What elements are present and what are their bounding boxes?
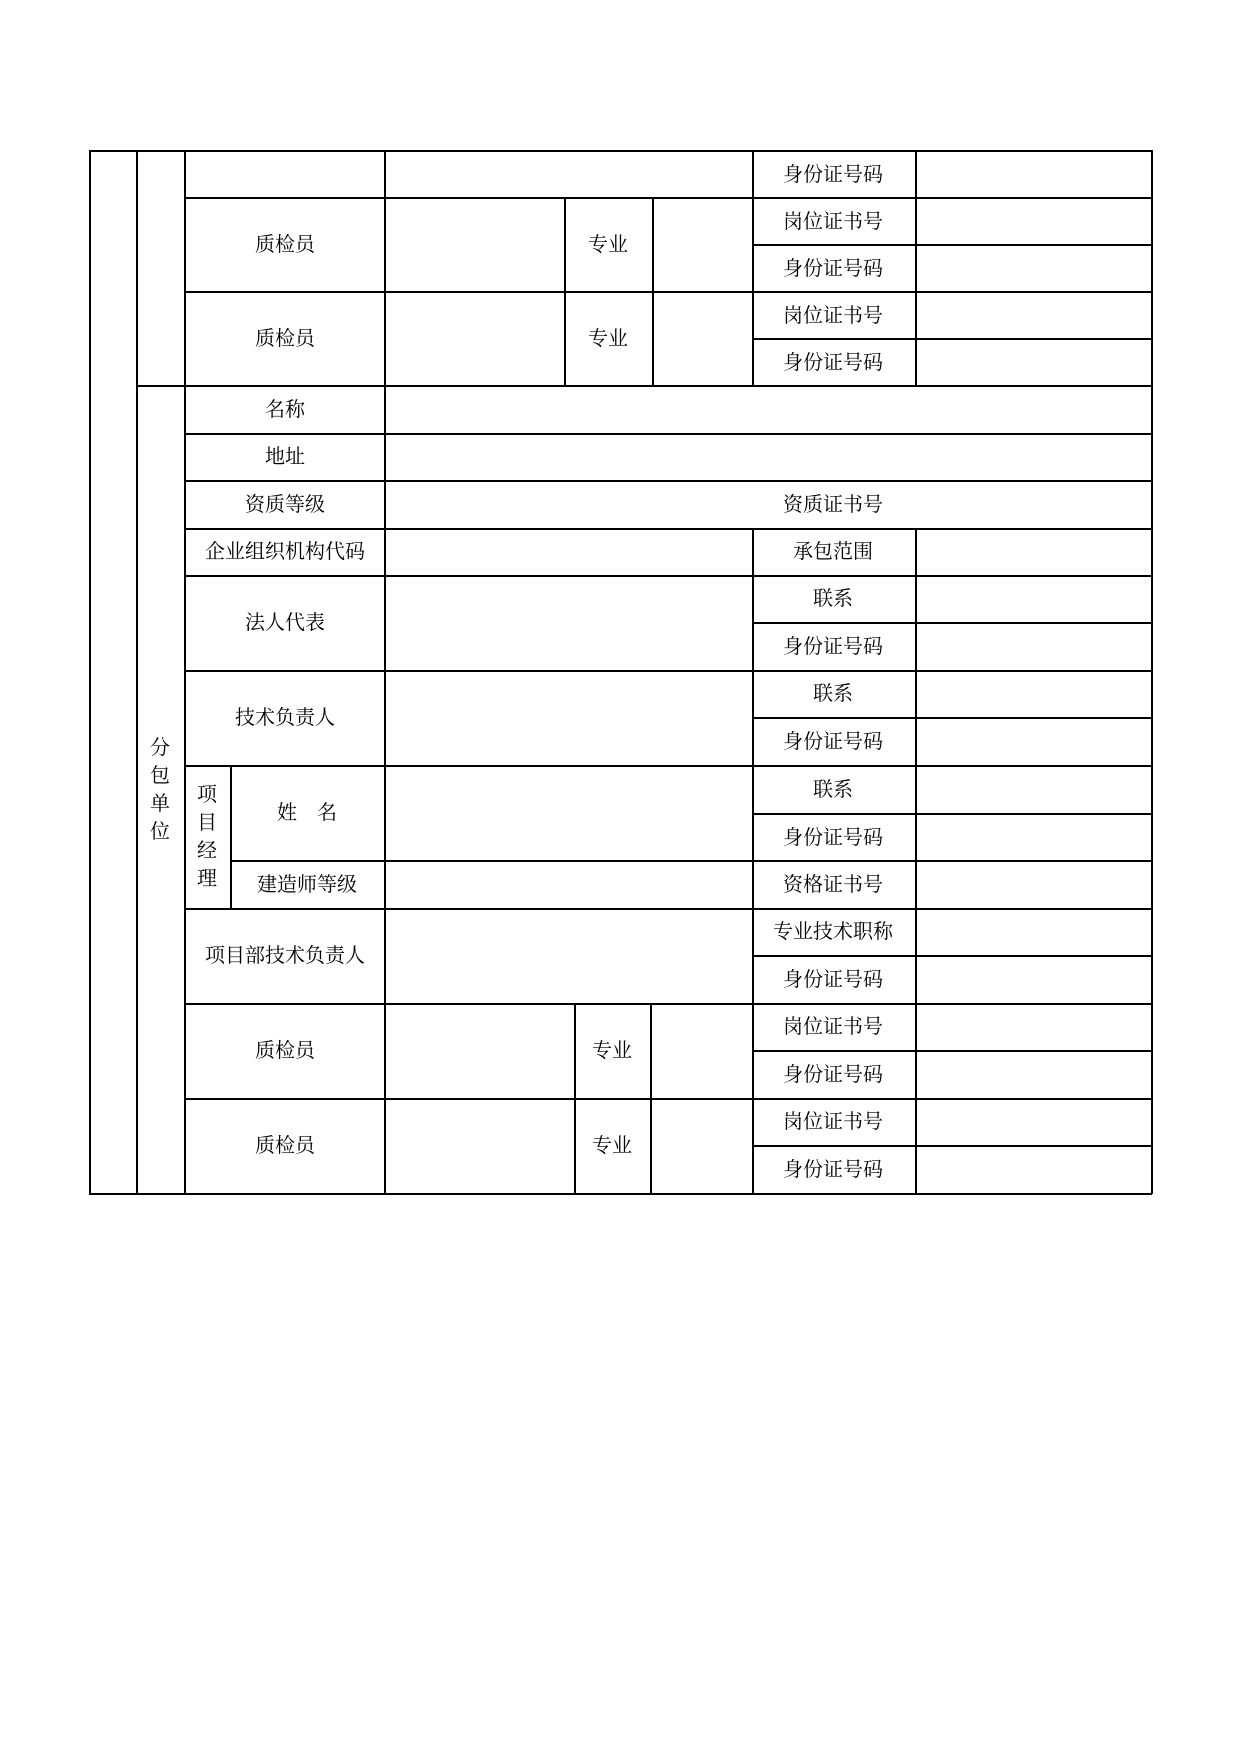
row-line <box>752 1050 1152 1052</box>
prof-title-label: 专业技术职称 <box>773 919 893 943</box>
address-label: 地址 <box>265 444 305 468</box>
qc-inspector-label: 质检员 <box>255 1133 315 1157</box>
qc-inspector-label: 质检员 <box>255 326 315 350</box>
section-divider <box>136 385 1152 387</box>
row-line <box>184 765 1152 767</box>
column-line <box>915 150 917 386</box>
column-line <box>564 197 566 385</box>
row-line <box>184 1003 1152 1005</box>
id-number-label: 身份证号码 <box>783 1062 883 1086</box>
column-line <box>915 528 917 1194</box>
row-line <box>184 1098 1152 1100</box>
id-number-label: 身份证号码 <box>783 350 883 374</box>
column-line <box>652 197 654 385</box>
contact-label: 联系 <box>813 681 853 705</box>
constructor-level-label: 建造师等级 <box>257 872 357 896</box>
row-line <box>230 860 1152 862</box>
row-line <box>184 670 1152 672</box>
qc-inspector-label: 质检员 <box>255 232 315 256</box>
row-line <box>752 244 1152 246</box>
row-line <box>752 717 1152 719</box>
row-line <box>184 575 1152 577</box>
qualification-cert-no-label: 资质证书号 <box>783 492 883 516</box>
column-line <box>384 150 386 1194</box>
id-number-label: 身份证号码 <box>783 256 883 280</box>
registration-form-table <box>89 150 1152 1200</box>
specialty-label: 专业 <box>592 1133 632 1157</box>
specialty-label: 专业 <box>592 1038 632 1062</box>
id-number-label: 身份证号码 <box>783 1157 883 1181</box>
post-cert-no-label: 岗位证书号 <box>783 1014 883 1038</box>
row-line <box>184 197 1152 199</box>
contract-scope-label: 承包范围 <box>793 539 873 563</box>
row-line <box>184 433 1152 435</box>
table-left-border <box>89 150 91 1194</box>
post-cert-no-label: 岗位证书号 <box>783 1109 883 1133</box>
row-line <box>184 528 1152 530</box>
name-label: 名称 <box>265 397 305 421</box>
id-number-label: 身份证号码 <box>783 967 883 991</box>
person-name-label: 姓 名 <box>277 800 337 824</box>
id-number-label: 身份证号码 <box>783 729 883 753</box>
column-line <box>650 1003 652 1194</box>
table-right-border <box>1151 150 1153 1194</box>
table-top-border <box>89 150 1152 152</box>
tech-lead-label: 技术负责人 <box>235 705 335 729</box>
row-line <box>184 480 1152 482</box>
column-line <box>752 150 754 386</box>
row-line <box>752 338 1152 340</box>
credential-cert-no-label: 资格证书号 <box>783 872 883 896</box>
dept-tech-lead-label: 项目部技术负责人 <box>205 943 365 967</box>
id-number-label: 身份证号码 <box>783 825 883 849</box>
id-number-label: 身份证号码 <box>783 162 883 186</box>
row-line <box>752 955 1152 957</box>
specialty-label: 专业 <box>588 326 628 350</box>
row-line <box>752 813 1152 815</box>
subcontractor-section-label: 分包单位 <box>150 735 170 843</box>
row-line <box>752 622 1152 624</box>
table-bottom-border <box>89 1193 1152 1195</box>
project-manager-label: 项目经理 <box>197 782 217 890</box>
qc-inspector-label: 质检员 <box>255 1038 315 1062</box>
post-cert-no-label: 岗位证书号 <box>783 209 883 233</box>
specialty-label: 专业 <box>588 232 628 256</box>
column-line <box>184 150 186 1194</box>
column-line <box>574 1003 576 1194</box>
org-code-label: 企业组织机构代码 <box>205 539 365 563</box>
column-line <box>136 150 138 1194</box>
row-line <box>184 908 1152 910</box>
column-line <box>230 765 232 908</box>
row-line <box>184 291 1152 293</box>
contact-label: 联系 <box>813 586 853 610</box>
row-line <box>752 1145 1152 1147</box>
legal-rep-label: 法人代表 <box>245 610 325 634</box>
qualification-level-label: 资质等级 <box>245 492 325 516</box>
post-cert-no-label: 岗位证书号 <box>783 303 883 327</box>
contact-label: 联系 <box>813 777 853 801</box>
column-line <box>752 528 754 1194</box>
id-number-label: 身份证号码 <box>783 634 883 658</box>
